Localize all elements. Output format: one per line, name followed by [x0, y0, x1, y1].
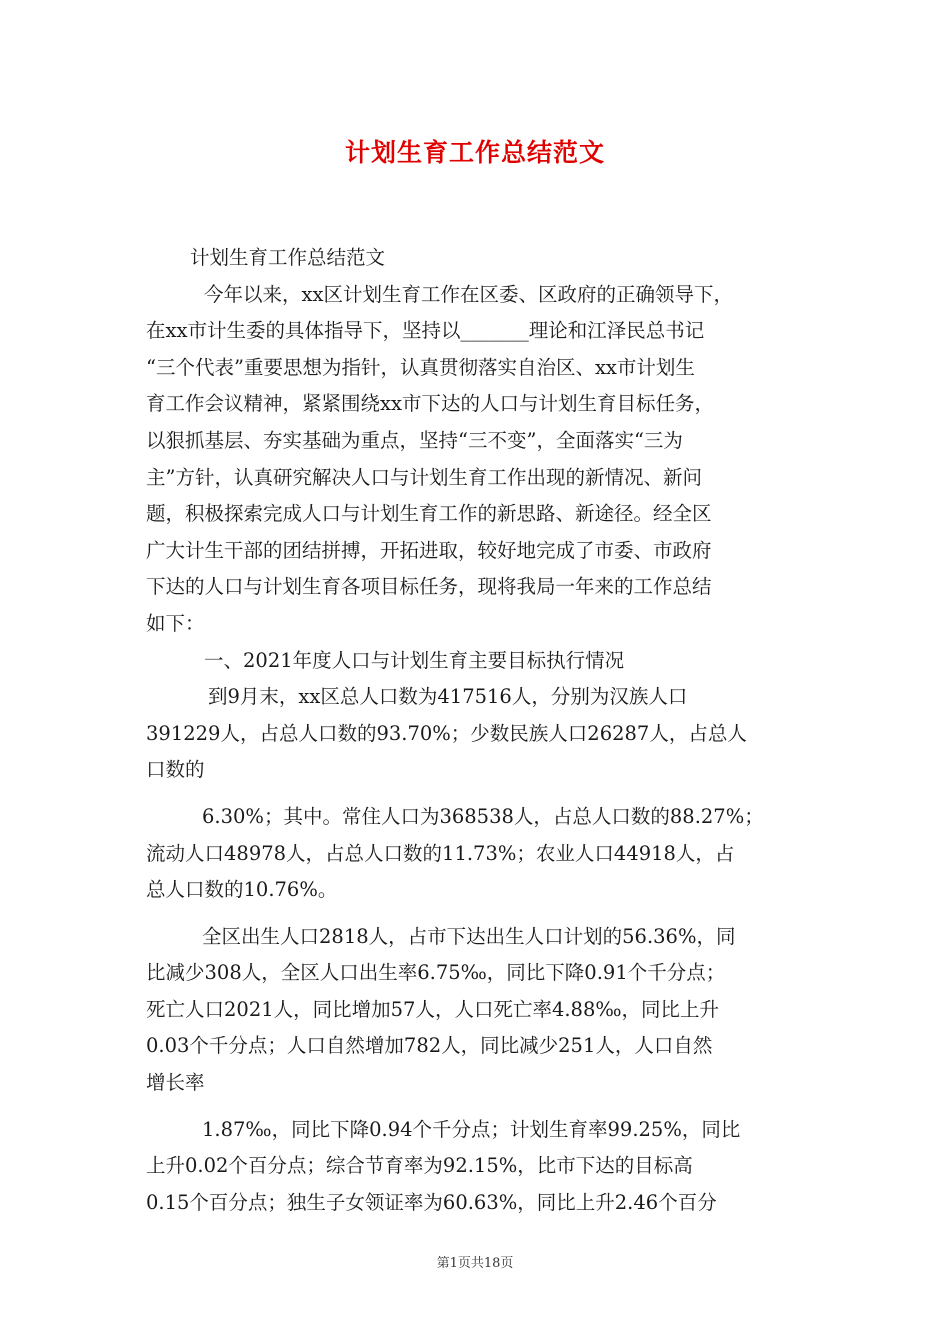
paragraph-line: 391229人，占总人口数的93.70%；少数民族人口26287人，占总人 [146, 721, 747, 745]
paragraph-line: 到9月末，xx区总人口数为417516人，分别为汉族人口 [208, 685, 688, 709]
paragraph-line: 今年以来，xx区计划生育工作在区委、区政府的正确领导下， [204, 282, 733, 306]
paragraph-line: 广大计生干部的团结拼搏，开拓进取，较好地完成了市委、市政府 [146, 538, 712, 562]
paragraph-line: 总人口数的10.76%。 [146, 878, 338, 902]
paragraph-line: 如下： [146, 611, 205, 635]
paragraph-line: 在xx市计生委的具体指导下，坚持以_______理论和江泽民总书记 [146, 319, 705, 343]
paragraph-line: 流动人口48978人，占总人口数的11.73%；农业人口44918人，占 [146, 841, 735, 865]
paragraph-line: 育工作会议精神，紧紧围绕xx市下达的人口与计划生育目标任务， [146, 392, 714, 416]
paragraph-line: 全区出生人口2818人，占市下达出生人口计划的56.36%，同 [202, 924, 736, 948]
paragraph-line: 比减少308人，全区人口出生率6.75‰，同比下降0.91个千分点； [146, 961, 726, 985]
paragraph-line: 下达的人口与计划生育各项目标任务，现将我局一年来的工作总结 [146, 575, 712, 599]
paragraph-line: “三个代表”重要思想为指针，认真贯彻落实自治区、xx市计划生 [146, 355, 695, 379]
document-title: 计划生育工作总结范文 [344, 138, 605, 167]
page-number: 第1页共18页 [436, 1256, 514, 1271]
paragraph-line: 以狠抓基层、夯实基础为重点，坚持“三不变”，全面落实“三为 [146, 428, 683, 452]
paragraph-line: 0.03个千分点；人口自然增加782人，同比减少251人，人口自然 [146, 1034, 713, 1058]
paragraph-line: 1.87‰，同比下降0.94个千分点；计划生育率99.25%，同比 [202, 1117, 741, 1141]
paragraph-line: 口数的 [146, 758, 205, 782]
paragraph-line: 上升0.02个百分点；综合节育率为92.15%，比市下达的目标高 [146, 1154, 693, 1178]
paragraph-line: 计划生育工作总结范文 [190, 246, 386, 269]
section-heading: 一、2021年度人口与计划生育主要目标执行情况 [204, 648, 625, 672]
paragraph-line: 题，积极探索完成人口与计划生育工作的新思路、新途径。经全区 [146, 502, 712, 526]
document-body [146, 240, 811, 1221]
paragraph-line: 增长率 [146, 1071, 205, 1095]
paragraph-line: 6.30%；其中。常住人口为368538人，占总人口数的88.27%； [202, 804, 764, 828]
paragraph-line: 主”方针，认真研究解决人口与计划生育工作出现的新情况、新问 [146, 465, 702, 489]
paragraph-line: 0.15个百分点；独生子女领证率为60.63%，同比上升2.46个百分 [146, 1190, 717, 1214]
paragraph-line: 死亡人口2021人，同比增加57人，人口死亡率4.88‰，同比上升 [146, 997, 720, 1021]
